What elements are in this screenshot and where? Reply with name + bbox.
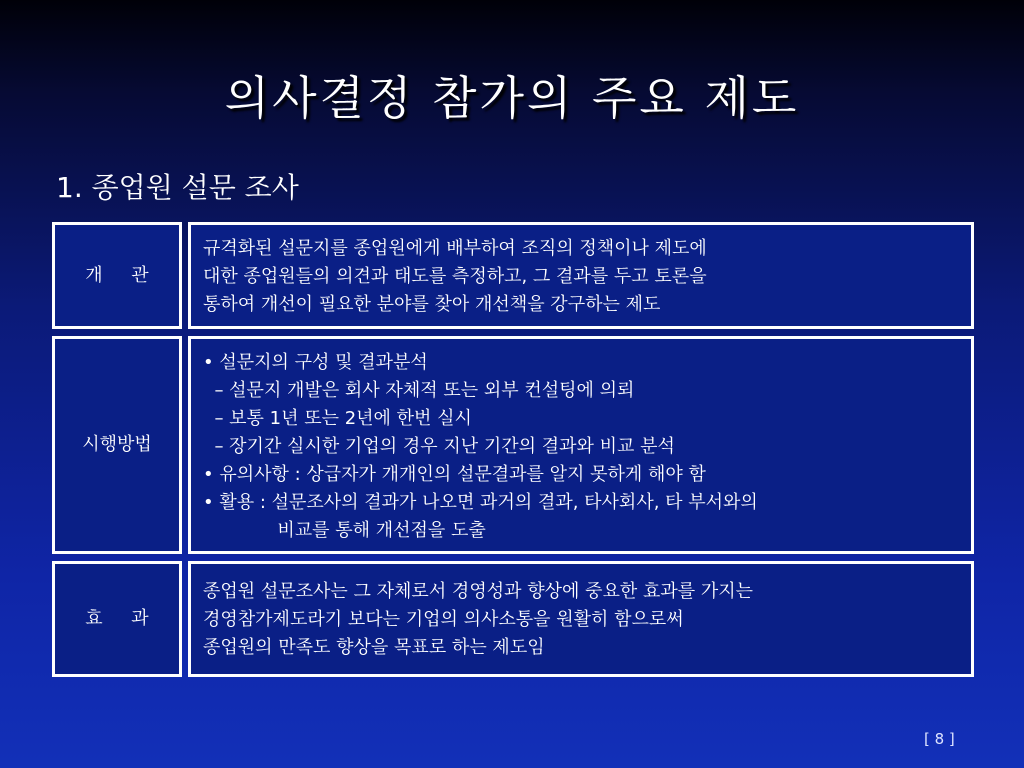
label-effect	[52, 561, 182, 677]
label-overview-text: 개 관	[85, 264, 149, 286]
content-method	[188, 336, 974, 554]
label-method-text: 시행방법	[82, 434, 152, 455]
content-overview	[188, 222, 974, 329]
overview-line: 통하여 개선이 필요한 분야를 찾아 개선책을 강구하는 제도	[203, 294, 661, 315]
effect-line: 경영참가제도라기 보다는 기업의 의사소통을 원활히 함으로써	[203, 609, 684, 630]
method-line: • 설문지의 구성 및 결과분석	[203, 352, 428, 373]
effect-line: 종업원 설문조사는 그 자체로서 경영성과 향상에 중요한 효과를 가지는	[203, 581, 754, 602]
method-line: • 유의사항 : 상급자가 개개인의 설문결과를 알지 못하게 해야 함	[203, 464, 706, 485]
effect-line: 종업원의 만족도 향상을 목표로 하는 제도임	[203, 637, 545, 658]
page-number: [ 8 ]	[924, 730, 955, 748]
content-effect	[188, 561, 974, 677]
method-line: • 활용 : 설문조사의 결과가 나오면 과거의 결과, 타사회사, 타 부서와의	[203, 492, 758, 513]
overview-line: 대한 종업원들의 의견과 태도를 측정하고, 그 결과를 두고 토론을	[203, 266, 707, 287]
section-heading: 1. 종업원 설문 조사	[56, 171, 299, 204]
method-line: 비교를 통해 개선점을 도출	[203, 520, 486, 541]
label-method	[52, 336, 182, 554]
overview-line: 규격화된 설문지를 종업원에게 배부하여 조직의 정책이나 제도에	[203, 238, 707, 259]
method-line: – 장기간 실시한 기업의 경우 지난 기간의 결과와 비교 분석	[203, 436, 675, 457]
method-line: – 설문지 개발은 회사 자체적 또는 외부 컨설팅에 의뢰	[203, 380, 635, 401]
label-overview	[52, 222, 182, 329]
slide-title: 의사결정 참가의 주요 제도	[224, 71, 800, 125]
label-effect-text: 효 과	[85, 608, 149, 629]
method-line: – 보통 1년 또는 2년에 한번 실시	[203, 408, 472, 429]
